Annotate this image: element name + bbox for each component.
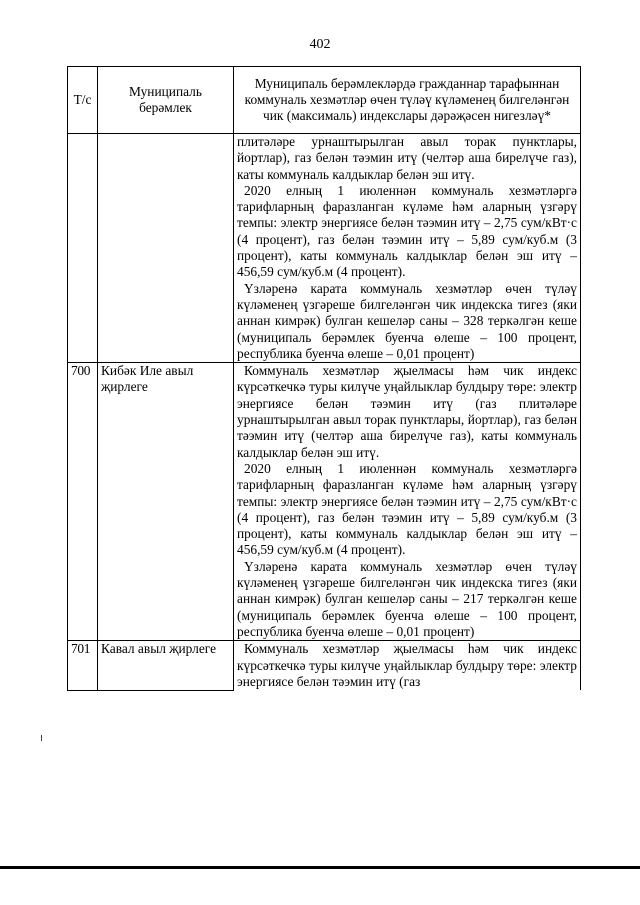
row-number: 700 (68, 363, 98, 641)
header-municipality: Муниципаль берәмлек (98, 67, 234, 134)
paragraph: Үзләренә карата коммуналь хезмәтләр өчен түләү күләменең үзгәреше билгеләнгән чик индекска тигез (яки аннан кимрәк) булган кешеләр саны – 217 теркәлгән кеше (муниципаль берәмлек буенча өлеше – 100 процент, республика буенча өлеше – 0,01 процент) (237, 558, 577, 639)
table-header-row (68, 67, 581, 134)
row-municipality: Кибәк Иле авыл җирлеге (98, 363, 234, 641)
paragraph: Үзләренә карата коммуналь хезмәтләр өчен түләү күләменең үзгәреше билгеләнгән чик индекска тигез (яки аннан кимрәк) булган кешеләр саны – 328 теркәлгән кеше (муниципаль берәмлек буенча өлеше – 100 процент, республика буенча өлеше – 0,01 процент) (237, 280, 577, 361)
header-justification: Муниципаль берәмлекләрдә гражданнар тарафыннан коммуналь хезмәтләр өчен түләү күләменең билгеләнгән чик (максималь) индекслары дәрәҗәсен нигезләү* (234, 67, 581, 134)
table-row (68, 134, 581, 363)
paragraph: Коммуналь хезмәтләр җыелмасы һәм чик индекс күрсәткечкә туры килүче уңайлыклар булдыру төре: электр энергиясе белән тәэмин итү (газ плитәләре урнаштырылган авыл торак пунктлары, йортлар), газ белән тәэмин итү (челтәр аша бирелүче газ), каты коммуналь калдыклар белән эш итү. (237, 363, 577, 460)
scan-margin-mark (41, 735, 42, 741)
row-municipality (98, 134, 234, 363)
paragraph: Коммуналь хезмәтләр җыелмасы һәм чик индекс күрсәткечкә туры килүче уңайлыклар булдыру төре: электр энергиясе белән тәэмин итү (газ (237, 641, 577, 689)
row-justification (234, 641, 581, 690)
header-number: Т/с (68, 67, 98, 134)
paragraph: 2020 елның 1 июленнән коммуналь хезмәтләргә тарифларның фаразланган күләме һәм аларның үзгәрү темпы: электр энергиясе белән тәэмин итү – 2,75 сум/кВт·с (4 процент), газ белән тәэмин итү – 5,89 сум/куб.м (3 процент), каты коммуналь калдыклар белән эш итү – 456,59 сум/куб.м (4 процент). (237, 182, 577, 280)
row-number: 701 (68, 641, 98, 690)
table-row (68, 363, 581, 641)
page-bottom-rule (0, 866, 640, 869)
paragraph: плитәләре урнаштырылган авыл торак пунктлары, йортлар), газ белән тәэмин итү (челтәр аша бирелүче газ), каты коммуналь калдыклар белән эш итү. (237, 134, 577, 182)
paragraph: 2020 елның 1 июленнән коммуналь хезмәтләргә тарифларның фаразланган күләме һәм аларның үзгәрү темпы: электр энергиясе белән тәэмин итү – 2,75 сум/кВт·с (4 процент), газ белән тәэмин итү – 5,89 сум/куб.м (3 процент), каты коммуналь калдыклар белән эш итү – 456,59 сум/куб.м (4 процент). (237, 460, 577, 558)
table-row (68, 641, 581, 690)
row-number (68, 134, 98, 363)
row-municipality: Кавал авыл җирлеге (98, 641, 234, 690)
row-justification (234, 134, 581, 363)
row-justification (234, 363, 581, 641)
tariff-index-table (67, 66, 581, 691)
page-number: 402 (309, 37, 331, 52)
